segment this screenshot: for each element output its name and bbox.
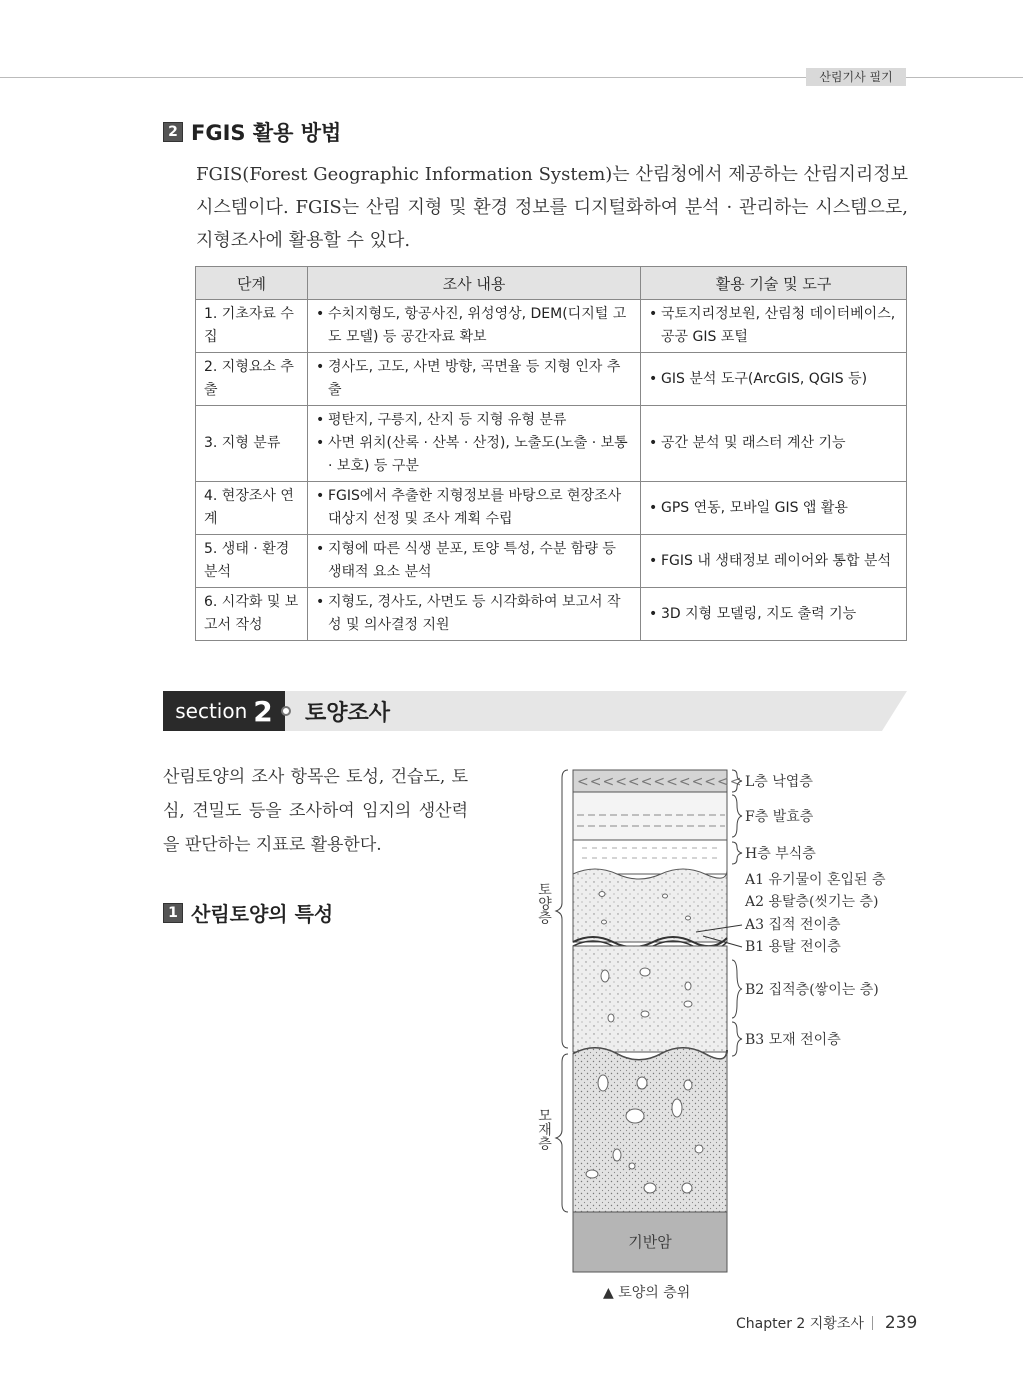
table-row [196,300,907,353]
section-number: 2 [253,694,273,728]
stage-cell: 5. 생태 · 환경 분석 [196,535,308,588]
bullet-text: 수치지형도, 항공사진, 위성영상, DEM(디지털 고도 모델) 등 공간자료 확보 [328,306,627,345]
bullet-icon: • [316,359,325,375]
bullet-text: 국토지리정보원, 산림청 데이터베이스, 공공 GIS 포털 [661,306,896,345]
soil-profile-figure [520,760,920,1280]
bullet-icon: • [316,488,325,504]
fgis-intro: FGIS(Forest Geographic Information System)는 산림청에서 제공하는 산림지리정보시스템이다. FGIS는 산림 지형 및 환경 정보를 디지털화하여 분석 · 관리하는 시스템으로, 지형조사에 활용할 수 있다. [196,164,908,251]
content-cell [308,406,641,482]
table-row [196,353,907,406]
bullet-icon: • [649,499,658,516]
bullet-icon: • [316,435,325,451]
label-A3: A3 집적 전이층 [745,917,841,933]
bullet-item [316,538,632,584]
bullet-icon: • [649,370,658,387]
svg-text:<<<<<<<<<<<<<: <<<<<<<<<<<<< [577,774,743,790]
bullet-text: FGIS 내 생태정보 레이어와 통합 분석 [661,552,891,569]
heading-number: 2 [163,122,183,142]
layer-F [573,792,727,840]
content-cell [308,482,641,535]
soil-subheading [163,898,333,927]
bedrock-label: 기반암 [628,1233,672,1251]
layer-bedrock [573,1212,727,1272]
section-label [163,691,285,731]
bullet-icon: • [316,541,325,557]
bullet-text: 지형에 따른 식생 분포, 토양 특성, 수분 함량 등 생태적 요소 분석 [328,541,616,580]
bullet-text: GIS 분석 도구(ArcGIS, QGIS 등) [661,370,868,387]
stage-cell: 6. 시각화 및 보고서 작성 [196,588,308,641]
parent-brace [556,1054,568,1212]
table-row [196,406,907,482]
bullet-item [316,432,632,478]
layer-L [573,770,743,792]
label-A1: A1 유기물이 혼입된 층 [745,872,886,888]
fgis-table [195,266,907,641]
bullet-item [649,303,898,349]
tools-cell [641,588,907,641]
section-banner [163,691,907,731]
column-header: 단계 [196,267,308,300]
label-B1: B1 용탈 전이층 [745,939,841,955]
table-row [196,482,907,535]
bullet-text: 평탄지, 구릉지, 산지 등 지형 유형 분류 [328,412,567,428]
bullet-icon: • [316,412,325,428]
content-cell [308,353,641,406]
bullet-item [316,485,632,531]
label-L: L층 낙엽층 [745,774,813,790]
label-H: H층 부식층 [745,846,816,862]
table-row [196,588,907,641]
bullet-text: 사면 위치(산록 · 산복 · 산정), 노출도(노출 · 보통 · 보호) 등 구분 [328,435,628,474]
figure-caption: ▲ 토양의 층위 [603,1285,691,1301]
label-B3: B3 모재 전이층 [745,1032,841,1048]
footer-divider [872,1316,873,1330]
bullet-icon: • [649,435,658,451]
bullet-item [649,603,898,626]
bullet-text: 지형도, 경사도, 사면도 등 시각화하여 보고서 작성 및 의사결정 지원 [328,594,621,633]
section-word: section [175,699,248,723]
column-header: 조사 내용 [308,267,641,300]
column-header: 활용 기술 및 도구 [641,267,907,300]
bullet-text: 3D 지형 모델링, 지도 출력 기능 [661,605,857,622]
stage-cell: 2. 지형요소 추출 [196,353,308,406]
label-A2: A2 용탈층(씻기는 층) [745,894,879,910]
fgis-heading [163,118,341,146]
content-cell [308,300,641,353]
content-cell [308,588,641,641]
parent-material-label: 모재층 [536,1108,552,1150]
bullet-item [649,432,898,455]
topsoil-label: 토양층 [536,882,552,924]
bullet-text: 경사도, 고도, 사면 방향, 곡면율 등 지형 인자 추출 [328,359,621,398]
tools-cell [641,406,907,482]
tools-cell [641,353,907,406]
bullet-item [649,368,898,391]
bullet-icon: • [649,605,658,622]
stage-cell: 1. 기초자료 수집 [196,300,308,353]
subheading-number: 1 [163,903,183,923]
bullet-item [316,591,632,637]
bullet-icon: • [316,306,325,322]
content-cell [308,535,641,588]
layer-C [573,1048,727,1212]
stage-cell: 4. 현장조사 연계 [196,482,308,535]
bullet-icon: • [316,594,325,610]
subheading-text: 산림토양의 특성 [191,902,334,926]
table-row [196,535,907,588]
heading-text: FGIS 활용 방법 [191,121,342,145]
chapter-label: Chapter 2 지황조사 [736,1316,864,1332]
layer-A [573,869,727,951]
label-F: F층 발효층 [745,809,814,825]
soil-intro: 산림토양의 조사 항목은 토성, 건습도, 토심, 견밀도 등을 조사하여 임지의 생산력을 판단하는 지표로 활용한다. [163,767,468,855]
topsoil-brace [556,770,568,1048]
page-footer [736,1313,917,1333]
stage-cell: 3. 지형 분류 [196,406,308,482]
bullet-icon: • [649,306,658,322]
book-title-tag: 산림기사 필기 [806,68,906,86]
bullet-icon: • [649,552,658,569]
bullet-text: GPS 연동, 모바일 GIS 앱 활용 [661,499,848,516]
bullet-item [316,303,632,349]
section-title: 토양조사 [305,701,391,726]
bullet-text: FGIS에서 추출한 지형정보를 바탕으로 현장조사 대상지 선정 및 조사 계획 수립 [328,488,622,527]
bullet-item [316,356,632,402]
bullet-item [649,497,898,520]
tools-cell [641,482,907,535]
section-dot-icon [281,706,291,716]
table-header-row [196,267,907,300]
layer-B [573,946,727,1052]
page-number: 239 [884,1313,918,1333]
bullet-item [316,409,632,432]
bullet-text: 공간 분석 및 래스터 계산 기능 [661,435,846,451]
tools-cell [641,535,907,588]
bullet-item [649,550,898,573]
tools-cell [641,300,907,353]
label-B2: B2 집적층(쌓이는 층) [745,982,879,998]
